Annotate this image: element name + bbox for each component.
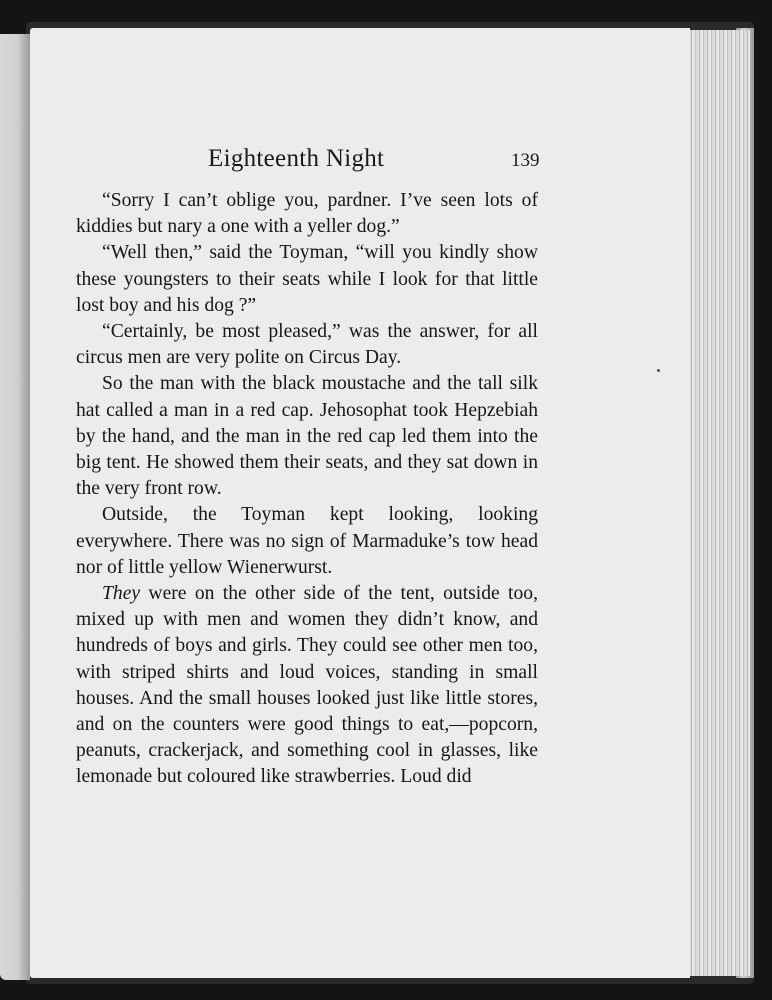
paragraph-text: Outside, the Toyman kept looking, looking everywhere. There was no sign of Marmaduke’s tow head nor of little yellow Wienerwurst. <box>76 504 538 578</box>
facing-page-edge <box>0 34 30 980</box>
paragraph <box>76 188 538 240</box>
paragraph-text: “Well then,” said the Toyman, “will you kindly show these youngsters to their seats while I look for that little lost boy and his dog ?” <box>76 242 538 316</box>
paragraph-text: “Sorry I can’t oblige you, pardner. I’ve seen lots of kiddies but nary a one with a yeller dog.” <box>76 190 538 238</box>
page-stack-edges <box>686 30 750 976</box>
paragraph-text: were on the other side of the tent, outside too, mixed up with men and women they didn’t know, and hundreds of boys and girls. They could see other men too, with striped shirts and loud voices, standing in small houses. And the small houses looked just like little stores, and on the counters were good things to eat,—popcorn, peanuts, crackerjack, and something cool in glasses, like lemonade but coloured like strawberries. Loud did <box>76 583 538 788</box>
italic-word: They <box>102 583 141 605</box>
paragraph <box>76 502 538 581</box>
paragraph-text: So the man with the black moustache and the tall silk hat called a man in a red cap. Jehosophat took Hepzebiah by the hand, and the man in the red cap led them into the big tent. He showed them their seats, and they sat down in the very front row. <box>76 373 538 500</box>
paper-speck <box>657 369 660 372</box>
book-page <box>30 28 690 978</box>
running-title: Eighteenth Night <box>208 145 385 172</box>
paragraph <box>76 319 538 371</box>
paragraph <box>76 581 538 791</box>
paragraph <box>76 371 538 502</box>
page-number: 139 <box>511 150 540 171</box>
page-header <box>30 145 690 175</box>
paragraph <box>76 240 538 319</box>
body-text <box>76 188 538 791</box>
paragraph-text: “Certainly, be most pleased,” was the answer, for all circus men are very polite on Circus Day. <box>76 321 538 369</box>
